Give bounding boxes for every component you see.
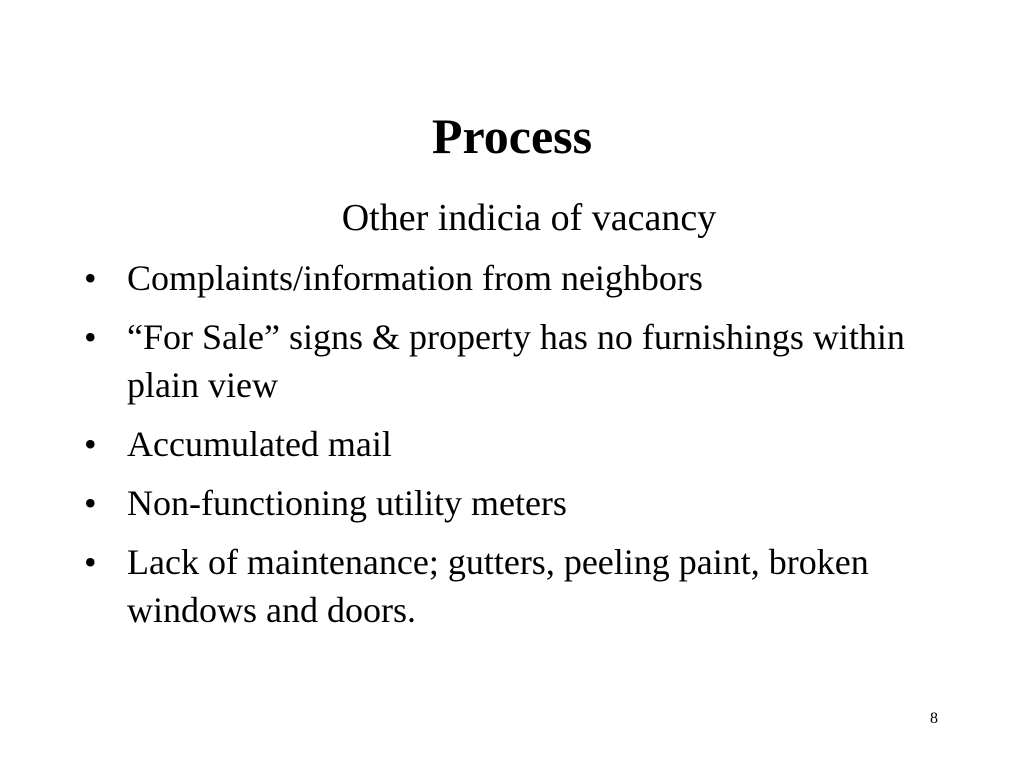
bullet-text: Accumulated mail: [127, 424, 392, 464]
bullet-text: Lack of maintenance; gutters, peeling paint, broken windows and doors.: [127, 542, 869, 630]
bullet-marker: •: [84, 542, 97, 582]
bullet-marker: •: [84, 424, 97, 464]
bullet-marker: •: [84, 483, 97, 523]
bullet-item: [84, 313, 964, 409]
bullet-text: Complaints/information from neighbors: [127, 258, 703, 298]
bullet-marker: •: [84, 317, 97, 357]
bullet-text: Non-functioning utility meters: [127, 483, 567, 523]
bullet-marker: •: [84, 258, 97, 298]
bullet-item: [84, 479, 964, 527]
bullet-text: “For Sale” signs & property has no furnishings within plain view: [127, 317, 905, 405]
bullet-list: [84, 254, 964, 645]
slide-subtitle: Other indicia of vacancy: [341, 197, 717, 239]
bullet-item: [84, 254, 964, 302]
slide-title: Process: [431, 108, 593, 164]
bullet-item: [84, 538, 964, 634]
bullet-item: [84, 420, 964, 468]
page-number: 8: [930, 710, 938, 727]
